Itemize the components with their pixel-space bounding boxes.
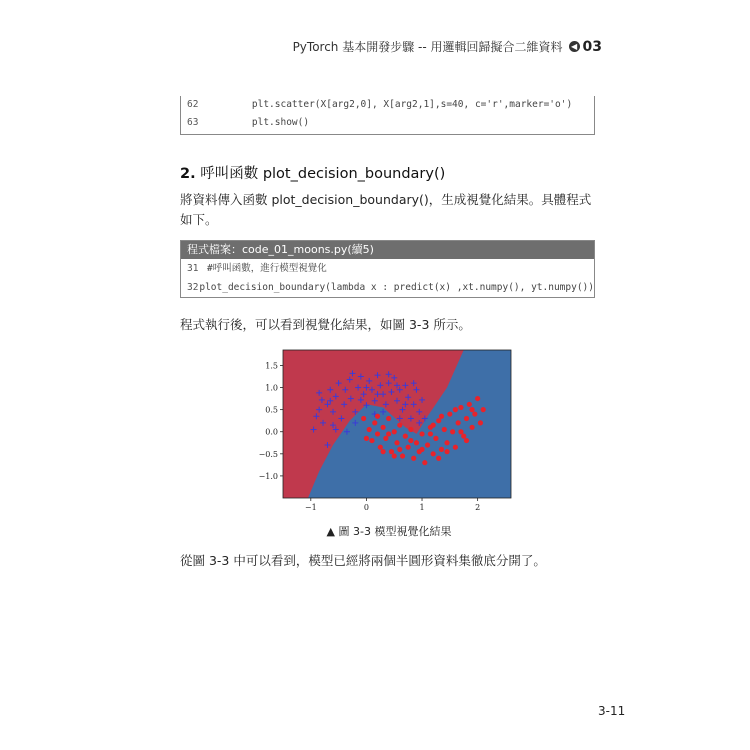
chapter-number: 03 xyxy=(582,38,602,55)
data-point-circle xyxy=(444,440,449,445)
data-point-circle xyxy=(419,447,424,452)
data-point-circle xyxy=(431,423,436,428)
x-tick-label: 1 xyxy=(419,503,425,512)
section-title: 呼叫函數 plot_decision_boundary() xyxy=(200,166,446,182)
y-tick-label: 1.0 xyxy=(265,383,278,393)
data-point-circle xyxy=(464,416,469,421)
data-point-circle xyxy=(439,414,444,419)
conclusion-paragraph: 從圖 3-3 中可以看到，模型已經將兩個半圓形資料集徹底分開了。 xyxy=(180,553,546,568)
data-point-circle xyxy=(439,447,444,452)
line-number: 31 xyxy=(187,263,199,274)
data-point-circle xyxy=(394,440,399,445)
y-tick-label: 0.5 xyxy=(265,405,278,415)
data-point-circle xyxy=(386,431,391,436)
data-point-circle xyxy=(436,418,441,423)
after-code-paragraph: 程式執行後，可以看到視覺化結果，如圖 3-3 所示。 xyxy=(180,317,471,332)
code-line xyxy=(181,96,594,114)
data-point-circle xyxy=(433,436,438,441)
data-point-circle xyxy=(414,440,419,445)
data-point-circle xyxy=(408,427,413,432)
data-point-circle xyxy=(383,436,388,441)
data-point-circle xyxy=(436,456,441,461)
data-point-circle xyxy=(431,451,436,456)
data-point-circle xyxy=(453,445,458,450)
data-point-circle xyxy=(464,438,469,443)
code-text: plt.show() xyxy=(229,117,310,128)
line-number: 32 xyxy=(187,282,199,293)
section-heading xyxy=(180,162,445,183)
line-number: 62 xyxy=(187,99,199,110)
data-point-circle xyxy=(369,438,374,443)
x-tick-label: −1 xyxy=(304,503,317,512)
data-point-circle xyxy=(367,427,372,432)
data-point-circle xyxy=(447,411,452,416)
data-point-circle xyxy=(461,434,466,439)
data-point-circle xyxy=(419,431,424,436)
y-tick-label: 0.0 xyxy=(265,427,278,437)
code-block-continued xyxy=(180,96,595,135)
chevron-left-icon: ◀ xyxy=(569,41,580,52)
data-point-circle xyxy=(458,405,463,410)
data-point-circle xyxy=(392,429,397,434)
code-line xyxy=(181,259,594,278)
data-point-circle xyxy=(478,420,483,425)
data-point-circle xyxy=(372,420,377,425)
running-title: PyTorch 基本開發步驟 -- 用邏輯回歸擬合二維資料 xyxy=(292,40,563,54)
data-point-circle xyxy=(400,453,405,458)
data-point-circle xyxy=(403,434,408,439)
data-point-circle xyxy=(428,431,433,436)
code-line xyxy=(181,114,594,132)
chapter-badge xyxy=(569,39,602,55)
code-text: plt.scatter(X[arg2,0], X[arg2,1],s=40, c='r',marker='o') xyxy=(229,99,573,110)
x-tick-label: 0 xyxy=(363,503,369,512)
data-point-circle xyxy=(472,411,477,416)
data-point-circle xyxy=(375,414,380,419)
code-file-box xyxy=(180,240,595,298)
data-point-circle xyxy=(408,438,413,443)
data-point-circle xyxy=(453,407,458,412)
data-point-circle xyxy=(406,445,411,450)
data-point-circle xyxy=(425,442,430,447)
data-point-circle xyxy=(361,416,366,421)
section-number: 2. xyxy=(180,166,196,182)
y-tick-label: 1.5 xyxy=(265,361,278,371)
data-point-circle xyxy=(456,420,461,425)
data-point-circle xyxy=(375,431,380,436)
data-point-circle xyxy=(469,407,474,412)
data-point-circle xyxy=(444,449,449,454)
figure-caption: ▲ 圖 3-3 模型視覺化結果 xyxy=(326,525,452,538)
running-header xyxy=(293,38,602,55)
data-point-circle xyxy=(422,460,427,465)
data-point-circle xyxy=(411,456,416,461)
y-tick-label: −0.5 xyxy=(258,449,278,459)
data-point-circle xyxy=(397,423,402,428)
page-number: 3-11 xyxy=(598,704,626,718)
data-point-circle xyxy=(467,402,472,407)
data-point-circle xyxy=(380,425,385,430)
y-tick-label: −1.0 xyxy=(258,471,278,481)
data-point-circle xyxy=(450,429,455,434)
data-point-circle xyxy=(389,449,394,454)
data-point-circle xyxy=(364,436,369,441)
data-point-circle xyxy=(397,447,402,452)
data-point-circle xyxy=(458,429,463,434)
x-tick-label: 2 xyxy=(475,503,481,512)
code-line xyxy=(181,278,594,297)
data-point-circle xyxy=(469,425,474,430)
data-point-circle xyxy=(475,396,480,401)
data-point-circle xyxy=(392,453,397,458)
data-point-circle xyxy=(386,416,391,421)
decision-boundary-chart xyxy=(255,345,525,520)
data-point-circle xyxy=(380,449,385,454)
data-point-circle xyxy=(481,407,486,412)
data-point-circle xyxy=(442,427,447,432)
code-file-header: 程式檔案：code_01_moons.py(續5) xyxy=(181,241,594,259)
line-number: 63 xyxy=(187,117,199,128)
data-point-circle xyxy=(378,445,383,450)
code-text: plot_decision_boundary(lambda x : predict(x) ,xt.numpy(), yt.numpy()) xyxy=(199,282,594,293)
code-text: #呼叫函數，進行模型視覺化 xyxy=(207,263,327,274)
intro-paragraph: 將資料傳入函數 plot_decision_boundary()，生成視覺化結果。具體程式如下。 xyxy=(180,192,592,227)
